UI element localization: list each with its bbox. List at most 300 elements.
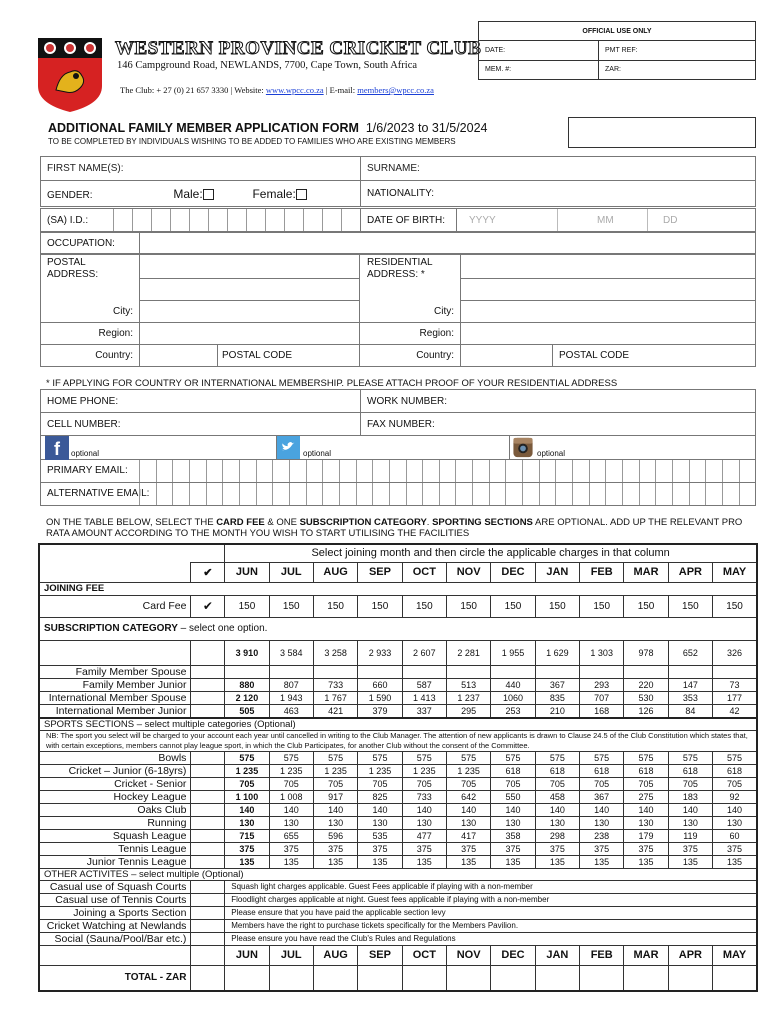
sports-value[interactable]: 375 [446,842,490,855]
sports-value[interactable]: 1 235 [269,764,313,777]
sports-check[interactable] [191,829,225,842]
sports-value[interactable]: 705 [535,777,579,790]
other-activity-check[interactable] [191,893,225,906]
facebook-input[interactable] [71,436,276,459]
sports-value[interactable]: 140 [535,803,579,816]
month-header-jun[interactable]: JUN [225,562,269,582]
card-fee-value[interactable]: 150 [668,595,712,617]
sports-value[interactable]: 575 [225,751,269,764]
sports-value[interactable]: 92 [713,790,757,803]
card-fee-value[interactable]: 150 [713,595,757,617]
female-checkbox[interactable] [296,189,307,200]
sports-value[interactable]: 575 [269,751,313,764]
sports-value[interactable]: 618 [580,764,624,777]
sports-value[interactable]: 375 [225,842,269,855]
sports-value[interactable]: 130 [269,816,313,829]
form-title-text: ADDITIONAL FAMILY MEMBER APPLICATION FORM [48,121,359,135]
subscription-value[interactable]: 147 [668,678,712,691]
sports-value[interactable]: 375 [535,842,579,855]
card-fee-row [39,595,757,617]
sports-note: – select multiple categories (Optional) [134,718,296,730]
subscription-empty [624,665,668,678]
subscription-check[interactable] [191,678,225,691]
form-subtitle: TO BE COMPLETED BY INDIVIDUALS WISHING TO BE ADDED TO FAMILIES WHO ARE EXISTING MEMBERS [48,137,456,146]
month-footer-may[interactable]: MAY [713,945,757,965]
card-fee-value[interactable]: 150 [491,595,535,617]
subscription-spouse-value[interactable]: 2 607 [402,640,446,665]
form-id-box[interactable] [568,117,756,148]
sports-value[interactable]: 140 [668,803,712,816]
male-label: Male: [173,186,203,201]
total-value-cell[interactable] [580,965,624,991]
sports-value[interactable]: 1 100 [225,790,269,803]
subscription-value[interactable]: 587 [402,678,446,691]
month-header-aug[interactable]: AUG [313,562,357,582]
subscription-value[interactable]: 707 [580,691,624,704]
subscription-value[interactable]: 42 [713,704,757,718]
month-footer-dec[interactable]: DEC [491,945,535,965]
subscription-empty [402,665,446,678]
month-footer-sep[interactable]: SEP [358,945,402,965]
sports-value[interactable]: 135 [668,855,712,868]
check-column-header: ✔ [191,562,225,582]
sports-check[interactable] [191,764,225,777]
primary-email-boxes[interactable] [139,460,755,482]
sports-value[interactable]: 375 [624,842,668,855]
other-activity-label: Joining a Sports Section [39,906,191,919]
sports-value[interactable]: 375 [402,842,446,855]
sports-value[interactable]: 705 [313,777,357,790]
subscription-spouse-value[interactable]: 326 [713,640,757,665]
other-activity-text: Squash light charges applicable. Guest Fees applicable if playing with a non-member [225,880,757,893]
month-footer-aug[interactable]: AUG [313,945,357,965]
subscription-value[interactable]: 1 590 [358,691,402,704]
sports-check[interactable] [191,803,225,816]
subscription-value[interactable]: 84 [668,704,712,718]
sports-value[interactable]: 140 [446,803,490,816]
sports-value[interactable]: 618 [668,764,712,777]
subscription-spouse-check[interactable] [191,640,225,665]
sports-value[interactable]: 1 235 [313,764,357,777]
subscription-value[interactable]: 337 [402,704,446,718]
sports-value[interactable]: 367 [580,790,624,803]
month-footer-jan[interactable]: JAN [535,945,579,965]
subscription-value[interactable]: 463 [269,704,313,718]
sports-value[interactable]: 596 [313,829,357,842]
card-fee-value[interactable]: 150 [624,595,668,617]
cell-number-field[interactable] [41,413,361,436]
subscription-spouse-value[interactable]: 3 258 [313,640,357,665]
total-value-cell[interactable] [535,965,579,991]
sports-value[interactable]: 1 008 [269,790,313,803]
month-header-nov[interactable]: NOV [446,562,490,582]
sports-value[interactable]: 477 [402,829,446,842]
occupation-row [40,232,756,254]
sports-value[interactable]: 715 [225,829,269,842]
total-value-cell[interactable] [713,965,757,991]
subscription-value[interactable]: 1 413 [402,691,446,704]
total-value-cell[interactable] [313,965,357,991]
month-header-oct[interactable]: OCT [402,562,446,582]
subscription-check[interactable] [191,665,225,678]
card-fee-value[interactable]: 150 [446,595,490,617]
subscription-value[interactable]: 421 [313,704,357,718]
sports-nb: NB: The sport you select will be charged to your account each year until cancelled in writing to the Club Manager. The attention of new applicants is drawn to Clause 24.5 of the Club Constitution which states that, with certain exceptions, members cannot play league sport, in which the Club Participates, for another Club without the consent of the Committee. [39,730,757,751]
sports-value[interactable]: 130 [535,816,579,829]
postal-region-input[interactable] [139,323,359,345]
residential-country-label: Country: [416,350,454,361]
total-value-cell[interactable] [402,965,446,991]
sports-check[interactable] [191,751,225,764]
sports-value[interactable]: 130 [313,816,357,829]
subscription-value[interactable]: 1 237 [446,691,490,704]
subscription-value[interactable]: 220 [624,678,668,691]
total-value-cell[interactable] [624,965,668,991]
sports-value[interactable]: 575 [668,751,712,764]
subscription-value[interactable]: 530 [624,691,668,704]
instagram-input[interactable] [535,436,755,459]
sports-value[interactable]: 642 [446,790,490,803]
sports-value[interactable]: 135 [358,855,402,868]
sports-value[interactable]: 917 [313,790,357,803]
total-value-cell[interactable] [491,965,535,991]
card-fee-value[interactable]: 150 [269,595,313,617]
sports-row [39,829,757,842]
dob-year-placeholder: YYYY [469,215,496,226]
sports-value[interactable]: 275 [624,790,668,803]
postal-address-line-2[interactable] [139,279,359,301]
sports-value[interactable]: 375 [580,842,624,855]
sports-value[interactable]: 705 [225,777,269,790]
subscription-value[interactable]: 168 [580,704,624,718]
sports-value[interactable]: 135 [269,855,313,868]
twitter-input[interactable] [301,436,506,459]
sports-value[interactable]: 135 [402,855,446,868]
sports-value[interactable]: 375 [269,842,313,855]
sports-value[interactable]: 375 [491,842,535,855]
sports-value[interactable]: 375 [713,842,757,855]
sports-value[interactable]: 705 [580,777,624,790]
month-header-jan[interactable]: JAN [535,562,579,582]
sports-title: SPORTS SECTIONS [44,718,135,730]
month-footer-apr[interactable]: APR [668,945,712,965]
sports-value[interactable]: 135 [225,855,269,868]
male-checkbox[interactable] [203,189,214,200]
subscription-value[interactable]: 660 [358,678,402,691]
email-link[interactable]: members@wpcc.co.za [357,85,434,95]
subscription-value[interactable]: 295 [446,704,490,718]
sports-value[interactable]: 238 [580,829,624,842]
subscription-spouse-value[interactable]: 978 [624,640,668,665]
card-fee-value[interactable]: 150 [402,595,446,617]
sports-value[interactable]: 140 [402,803,446,816]
subscription-check[interactable] [191,704,225,718]
id-dob-row [40,208,756,232]
total-value-cell[interactable] [358,965,402,991]
sports-value[interactable]: 135 [313,855,357,868]
sports-value[interactable]: 550 [491,790,535,803]
subscription-value[interactable]: 807 [269,678,313,691]
subscription-value[interactable]: 353 [668,691,712,704]
subscription-label: International Member Junior [39,704,191,718]
sports-check[interactable] [191,790,225,803]
card-fee-value[interactable]: 150 [358,595,402,617]
residential-city-input[interactable] [460,301,756,323]
subscription-row [39,665,757,678]
subscription-spouse-value[interactable]: 3 584 [269,640,313,665]
other-activity-check[interactable] [191,880,225,893]
sports-value[interactable]: 135 [535,855,579,868]
residential-region-row [360,323,756,345]
sports-value[interactable]: 130 [580,816,624,829]
subscription-value[interactable]: 379 [358,704,402,718]
email-prefix: | E-mail: [323,85,358,95]
sports-value[interactable]: 130 [668,816,712,829]
subscription-spouse-value[interactable]: 2 281 [446,640,490,665]
dob-input[interactable] [456,209,755,231]
residential-city-row [360,301,756,323]
sports-value[interactable]: 575 [624,751,668,764]
sports-row [39,855,757,868]
card-fee-value[interactable]: 150 [580,595,624,617]
month-footer-jun[interactable]: JUN [225,945,269,965]
sports-value[interactable]: 575 [535,751,579,764]
sports-value[interactable]: 655 [269,829,313,842]
sports-value[interactable]: 375 [313,842,357,855]
sa-id-digit-boxes[interactable] [113,209,361,231]
subscription-value[interactable]: 1060 [491,691,535,704]
sports-value[interactable]: 135 [580,855,624,868]
sports-value[interactable]: 130 [402,816,446,829]
sports-value[interactable]: 733 [402,790,446,803]
sports-value[interactable]: 130 [446,816,490,829]
residential-region-input[interactable] [460,323,756,345]
month-footer-nov[interactable]: NOV [446,945,490,965]
other-activity-check[interactable] [191,906,225,919]
primary-email-row [40,460,756,483]
card-fee-value[interactable]: 150 [313,595,357,617]
sports-value[interactable]: 130 [225,816,269,829]
club-address: 146 Campground Road, NEWLANDS, 7700, Cape Town, South Africa [117,60,418,71]
occupation-input[interactable] [139,233,755,253]
sports-label: Cricket – Junior (6-18yrs) [39,764,191,777]
sports-label: Oaks Club [39,803,191,816]
alt-email-boxes[interactable] [139,483,755,505]
total-value-cell[interactable] [269,965,313,991]
sports-value[interactable]: 618 [491,764,535,777]
sports-value[interactable]: 705 [624,777,668,790]
fee-heading-spacer [39,544,225,562]
sports-value[interactable]: 140 [358,803,402,816]
residential-country-input[interactable] [460,345,552,367]
subscription-spouse-value[interactable]: 2 933 [358,640,402,665]
sports-value[interactable]: 575 [358,751,402,764]
sports-value[interactable]: 535 [358,829,402,842]
month-header-dec[interactable]: DEC [491,562,535,582]
sports-value[interactable]: 1 235 [446,764,490,777]
sports-check[interactable] [191,842,225,855]
sports-value[interactable]: 135 [624,855,668,868]
office-zar[interactable]: ZAR: [599,60,756,79]
subscription-value[interactable]: 835 [535,691,579,704]
total-value-cell[interactable] [446,965,490,991]
sports-value[interactable]: 458 [535,790,579,803]
total-value-cell[interactable] [225,965,269,991]
sports-value[interactable]: 575 [580,751,624,764]
sports-value[interactable]: 1 235 [402,764,446,777]
facebook-optional-label: optional [71,449,100,458]
residential-postal-code-input[interactable]: POSTAL CODE [552,345,756,367]
sports-value[interactable]: 130 [491,816,535,829]
sports-value[interactable]: 140 [313,803,357,816]
form-title [48,121,487,135]
subscription-value[interactable]: 177 [713,691,757,704]
sports-value[interactable]: 130 [713,816,757,829]
work-number-field[interactable] [361,390,756,413]
office-date[interactable]: DATE: [479,41,599,60]
sports-check[interactable] [191,816,225,829]
sports-value[interactable]: 130 [358,816,402,829]
card-fee-check[interactable]: ✔ [191,595,225,617]
sports-value[interactable]: 375 [668,842,712,855]
sports-value[interactable]: 705 [713,777,757,790]
subscription-value[interactable]: 293 [580,678,624,691]
postal-address-line-1[interactable] [139,255,359,279]
sports-value[interactable]: 135 [491,855,535,868]
subscription-spouse-value[interactable]: 1 303 [580,640,624,665]
subscription-value[interactable]: 210 [535,704,579,718]
sports-value[interactable]: 575 [446,751,490,764]
sports-value[interactable]: 705 [402,777,446,790]
sports-value[interactable]: 375 [358,842,402,855]
sa-id-label: (SA) I.D.: [47,215,89,226]
sports-value[interactable]: 140 [269,803,313,816]
month-footer-mar[interactable]: MAR [624,945,668,965]
sports-value[interactable]: 358 [491,829,535,842]
subscription-spouse-value[interactable]: 652 [668,640,712,665]
sports-check[interactable] [191,777,225,790]
subscription-spouse-value[interactable]: 1 955 [491,640,535,665]
month-footer-feb[interactable]: FEB [580,945,624,965]
month-header-may[interactable]: MAY [713,562,757,582]
sports-value[interactable]: 130 [624,816,668,829]
other-activity-check[interactable] [191,919,225,932]
sports-value[interactable]: 135 [713,855,757,868]
month-header-sep[interactable]: SEP [358,562,402,582]
subscription-check[interactable] [191,691,225,704]
instr-part-2: & ONE [264,517,300,528]
sports-value[interactable]: 179 [624,829,668,842]
month-header-jul[interactable]: JUL [269,562,313,582]
club-crest-logo [38,38,102,112]
sports-value[interactable]: 705 [668,777,712,790]
subscription-spouse-value[interactable]: 1 629 [535,640,579,665]
month-header-feb[interactable]: FEB [580,562,624,582]
subscription-value[interactable]: 253 [491,704,535,718]
sports-row [39,803,757,816]
nationality-field[interactable] [361,181,756,207]
sports-row [39,790,757,803]
subscription-row [39,678,757,691]
month-header-apr[interactable]: APR [668,562,712,582]
sports-value[interactable]: 140 [713,803,757,816]
sports-value[interactable]: 1 235 [358,764,402,777]
postal-city-input[interactable] [139,301,359,323]
sports-value[interactable]: 575 [402,751,446,764]
home-phone-field[interactable] [41,390,361,413]
other-activity-check[interactable] [191,932,225,945]
subscription-value[interactable]: 1 943 [269,691,313,704]
subscription-value[interactable]: 2 120 [225,691,269,704]
sports-value[interactable]: 575 [313,751,357,764]
sports-value[interactable]: 60 [713,829,757,842]
sports-value[interactable]: 575 [491,751,535,764]
postal-country-input[interactable] [139,345,217,367]
sports-value[interactable]: 140 [580,803,624,816]
residential-address-line-2[interactable] [460,279,756,301]
sports-value[interactable]: 618 [624,764,668,777]
office-mem[interactable]: MEM. #: [479,60,599,79]
sports-value[interactable]: 140 [624,803,668,816]
subscription-value[interactable]: 880 [225,678,269,691]
subscription-value[interactable]: 513 [446,678,490,691]
subscription-value[interactable]: 367 [535,678,579,691]
month-footer-jul[interactable]: JUL [269,945,313,965]
subscription-spouse-value[interactable]: 3 910 [225,640,269,665]
subscription-value[interactable]: 440 [491,678,535,691]
subscription-value[interactable]: 733 [313,678,357,691]
postal-code-input[interactable]: POSTAL CODE [217,345,359,367]
surname-field[interactable] [361,157,756,181]
subscription-value[interactable]: 505 [225,704,269,718]
card-fee-value[interactable]: 150 [225,595,269,617]
sports-value[interactable]: 705 [358,777,402,790]
other-activity-text: Floodlight charges applicable at night. Guest fees applicable if playing with a non-member [225,893,757,906]
subscription-value[interactable]: 1 767 [313,691,357,704]
sports-value[interactable]: 140 [225,803,269,816]
sports-value[interactable]: 119 [668,829,712,842]
sports-value[interactable]: 705 [446,777,490,790]
sports-value[interactable]: 575 [713,751,757,764]
sports-value[interactable]: 705 [491,777,535,790]
sports-value[interactable]: 298 [535,829,579,842]
nationality-label: NATIONALITY: [367,188,435,199]
first-names-field[interactable] [41,157,361,181]
fax-number-field[interactable] [361,413,756,436]
sports-value[interactable]: 705 [269,777,313,790]
sports-value[interactable]: 417 [446,829,490,842]
card-fee-value[interactable]: 150 [535,595,579,617]
subscription-value[interactable]: 73 [713,678,757,691]
month-header-mar[interactable]: MAR [624,562,668,582]
subscription-value[interactable]: 126 [624,704,668,718]
sports-value[interactable]: 618 [713,764,757,777]
sports-value[interactable]: 825 [358,790,402,803]
month-footer-oct[interactable]: OCT [402,945,446,965]
sports-value[interactable]: 183 [668,790,712,803]
sports-check[interactable] [191,855,225,868]
sports-value[interactable]: 140 [491,803,535,816]
website-link[interactable]: www.wpcc.co.za [265,85,324,95]
residential-address-line-1[interactable] [460,255,756,279]
sports-value[interactable]: 135 [446,855,490,868]
sports-value[interactable]: 618 [535,764,579,777]
alt-email-label: ALTERNATIVE EMAIL: [47,488,150,499]
total-value-cell[interactable] [668,965,712,991]
sports-value[interactable]: 1 235 [225,764,269,777]
office-pmt-ref[interactable]: PMT REF: [599,41,756,60]
sports-row [39,751,757,764]
